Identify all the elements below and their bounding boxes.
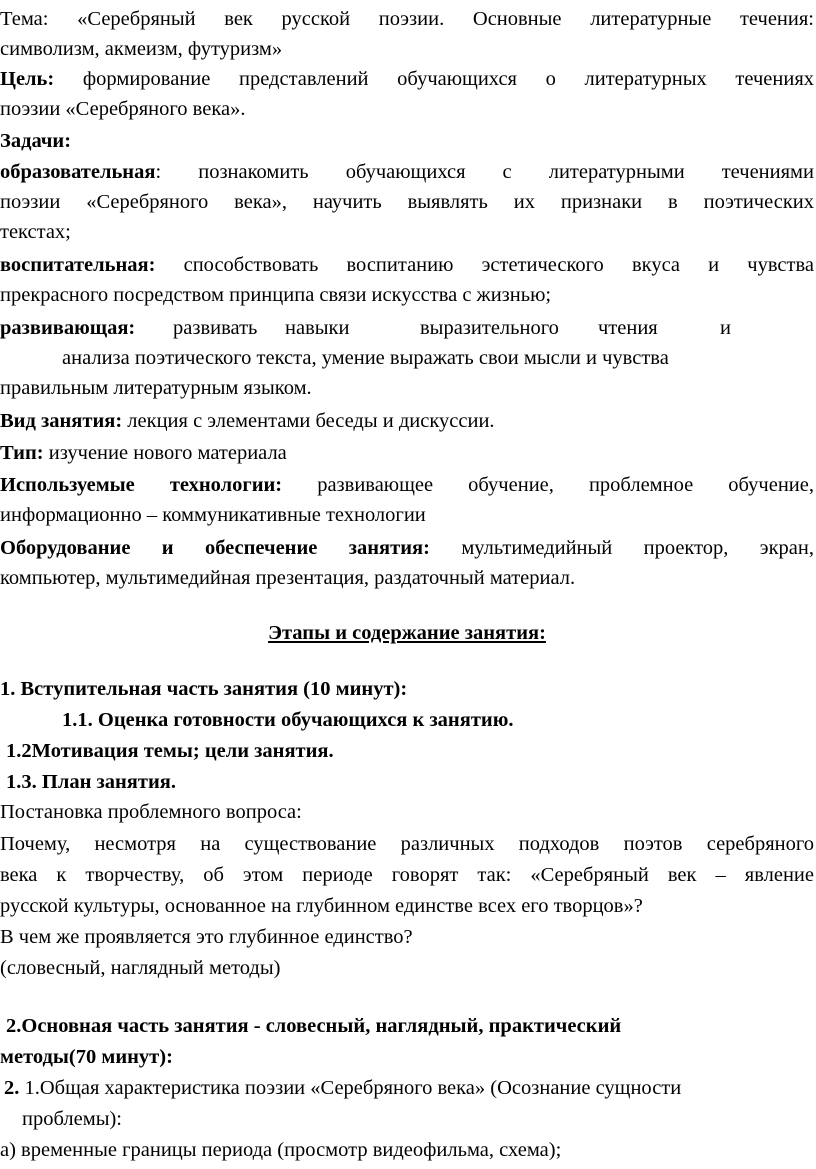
task-developing-line-1: развивающая: развивать навыки выразительного чтения и	[0, 313, 814, 343]
equipment-line-2: компьютер, мультимедийная презентация, раздаточный материал.	[0, 567, 576, 589]
equipment-label: Оборудование и обеспечение занятия:	[0, 537, 430, 559]
technologies-line-1: Используемые технологии: развивающее обучение, проблемное обучение,	[0, 474, 814, 496]
technologies-line-2: информационно – коммуникативные технологии	[0, 504, 426, 526]
task-educational-label: образовательная	[0, 161, 156, 183]
problem-line-1: Почему, несмотря на существование различных подходов поэтов серебряного	[0, 833, 814, 855]
goal-label: Цель:	[0, 68, 55, 90]
technologies-label: Используемые технологии:	[0, 474, 283, 496]
task-upbringing-line-2: прекрасного посредством принципа связи искусства с жизнью;	[0, 284, 552, 306]
task-upbringing-line-1: воспитательная: способствовать воспитанию эстетического вкуса и чувства	[0, 254, 814, 276]
stage-1-title: 1. Вступительная часть занятия (10 минут):	[0, 678, 408, 700]
task-developing-label: развивающая:	[0, 317, 136, 339]
goal-line-2: поэзии «Серебряного века».	[0, 98, 246, 120]
stage-2-title-line-1: 2.Основная часть занятия - словесный, наглядный, практический	[6, 1015, 622, 1037]
task-educational-line-1: образовательная: познакомить обучающихся с литературными течениями	[0, 161, 814, 183]
lesson-kind-label: Вид занятия:	[0, 410, 123, 432]
problem-methods: (словесный, наглядный методы)	[0, 957, 281, 979]
equipment-line-1: Оборудование и обеспечение занятия: мультимедийный проектор, экран,	[0, 537, 814, 559]
topic-line-2: символизм, акмеизм, футуризм»	[0, 38, 283, 60]
problem-line-2: века к творчеству, об этом периоде говорят так: «Серебряный век – явление	[0, 864, 814, 886]
task-upbringing-label: воспитательная:	[0, 254, 156, 276]
stage-1-2: 1.2Мотивация темы; цели занятия.	[6, 740, 334, 762]
task-developing-line-2: анализа поэтического текста, умение выражать свои мысли и чувства	[62, 347, 669, 369]
lesson-type: Тип: изучение нового материала	[0, 442, 287, 464]
tasks-heading: Задачи:	[0, 130, 72, 152]
task-educational-line-2: поэзии «Серебряного века», научить выявлять их признаки в поэтических	[0, 191, 814, 213]
stage-2-item-number: 2.	[4, 1077, 20, 1099]
task-educational-line-3: текстах;	[0, 221, 71, 243]
stage-2-sub-a: а) временные границы периода (просмотр видеофильма, схема);	[0, 1139, 562, 1161]
topic-line-1: Тема: «Серебряный век русской поэзии. Основные литературные течения:	[0, 8, 814, 30]
problem-intro: Постановка проблемного вопроса:	[0, 801, 302, 823]
topic-label: Тема:	[0, 8, 49, 30]
stage-2-item-line-1: 2. 1.Общая характеристика поэзии «Серебряного века» (Осознание сущности	[4, 1077, 682, 1099]
problem-line-3: русской культуры, основанное на глубинном единстве всех его творцов»?	[0, 895, 643, 917]
stage-1-1: 1.1. Оценка готовности обучающихся к занятию.	[62, 709, 514, 731]
stages-heading: Этапы и содержание занятия:	[268, 622, 546, 644]
stage-2-title-line-2: методы(70 минут):	[0, 1046, 173, 1068]
goal-line-1: Цель: формирование представлений обучающихся о литературных течениях	[0, 68, 815, 90]
problem-line-4: В чем же проявляется это глубинное единство?	[0, 926, 413, 948]
stage-1-3: 1.3. План занятия.	[6, 771, 176, 793]
lesson-kind: Вид занятия: лекция с элементами беседы и дискуссии.	[0, 410, 495, 432]
task-developing-line-3: правильным литературным языком.	[0, 377, 312, 399]
lesson-type-label: Тип:	[0, 442, 44, 464]
stage-2-item-line-2: проблемы):	[22, 1108, 122, 1130]
